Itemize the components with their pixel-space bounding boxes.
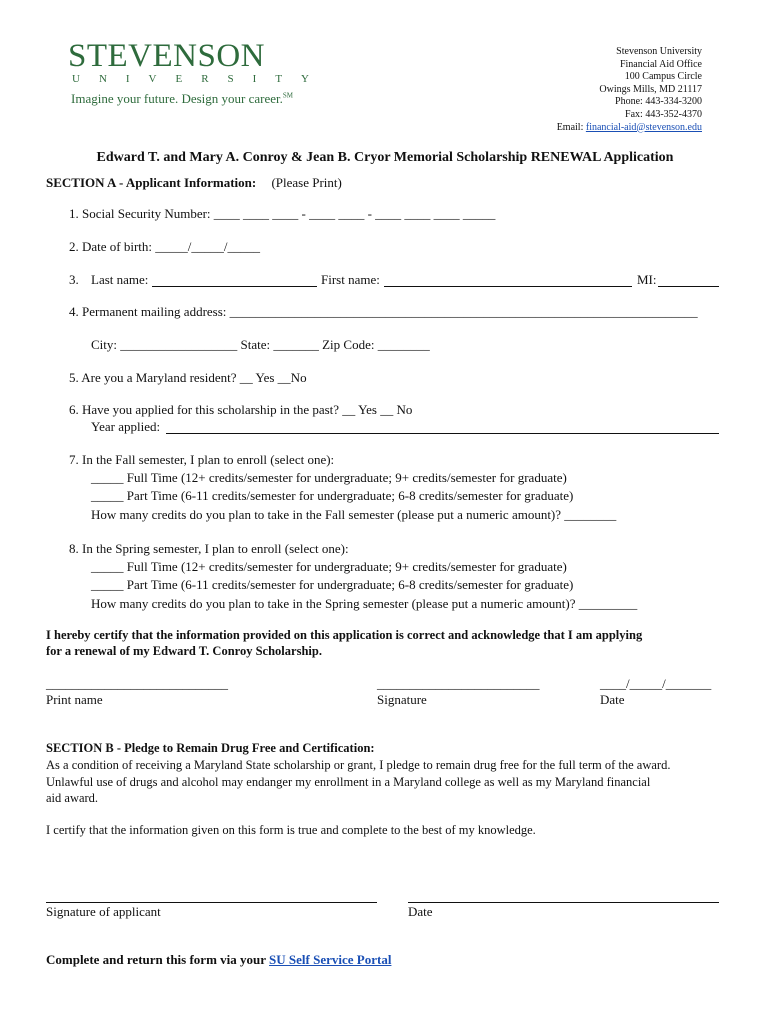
address-email-row xyxy=(557,122,702,135)
logo-tagline xyxy=(71,91,293,107)
certification-line-1: I hereby certify that the information provided on this application is correct and acknowledge that I am applying xyxy=(46,628,643,642)
last-name-label: Last name: xyxy=(91,272,149,287)
print-name-field[interactable]: ____________________________ xyxy=(46,676,228,691)
spring-credits-field[interactable]: How many credits do you plan to take in the Spring semester (please put a numeric amount)? _________ xyxy=(91,596,638,611)
mi-label: MI: xyxy=(637,272,657,287)
year-applied-field[interactable] xyxy=(166,433,719,434)
self-service-portal-link[interactable]: SU Self Service Portal xyxy=(269,952,392,967)
applicant-date-field[interactable] xyxy=(408,902,719,903)
fall-full-time-option[interactable]: _____ Full Time (12+ credits/semester for undergraduate; 9+ credits/semester for graduate) xyxy=(91,470,567,485)
logo-subtitle: UNIVERSITY xyxy=(72,73,328,85)
office-address xyxy=(557,46,702,134)
logo-wordmark: STEVENSON xyxy=(68,38,266,74)
footer-text: Complete and return this form via your xyxy=(46,952,266,967)
mi-field[interactable] xyxy=(658,286,719,287)
address-line: Stevenson University xyxy=(616,46,702,57)
email-label: Email: xyxy=(556,121,584,133)
email-link[interactable]: financial-aid@stevenson.edu xyxy=(585,121,702,133)
fall-part-time-option[interactable]: _____ Part Time (6-11 credits/semester for undergraduate; 6-8 credits/semester for graduate) xyxy=(91,488,574,503)
address-line: 100 Campus Circle xyxy=(624,71,702,83)
city-state-zip-field[interactable]: City: __________________ State: _______ Zip Code: ________ xyxy=(91,337,430,352)
section-b-heading: SECTION B - Pledge to Remain Drug Free and Certification: xyxy=(46,741,375,755)
signature-label: Signature xyxy=(377,692,427,707)
certification-line-2: for a renewal of my Edward T. Conroy Scholarship. xyxy=(46,644,322,658)
spring-enroll-question: 8. In the Spring semester, I plan to enroll (select one): xyxy=(69,541,349,556)
signature-field[interactable]: _________________________ xyxy=(377,676,540,691)
applicant-date-label: Date xyxy=(408,904,433,919)
year-applied-label: Year applied: xyxy=(91,419,161,434)
mailing-address-field[interactable]: 4. Permanent mailing address: ________________________________________________________________________ xyxy=(69,304,698,319)
address-line: Financial Aid Office xyxy=(619,58,702,70)
fall-enroll-question: 7. In the Fall semester, I plan to enroll (select one): xyxy=(69,452,335,467)
dob-field[interactable]: 2. Date of birth: _____/_____/_____ xyxy=(69,239,261,254)
section-a-note: (Please Print) xyxy=(271,175,342,190)
date-field[interactable]: ____/_____/_______ xyxy=(600,676,712,691)
address-line: Owings Mills, MD 21117 xyxy=(599,83,702,95)
section-a-heading: SECTION A - Applicant Information: xyxy=(46,175,257,190)
applied-before-question[interactable]: 6. Have you applied for this scholarship in the past? __ Yes __ No xyxy=(69,402,413,417)
address-fax: Fax: 443-352-4370 xyxy=(625,108,702,120)
last-name-field[interactable] xyxy=(152,286,317,287)
service-mark: SM xyxy=(282,91,294,100)
date-label: Date xyxy=(600,692,625,707)
pledge-line-2: Unlawful use of drugs and alcohol may endanger my enrollment in a Maryland college as well as my Maryland financial xyxy=(46,775,651,789)
spring-part-time-option[interactable]: _____ Part Time (6-11 credits/semester for undergraduate; 6-8 credits/semester for graduate) xyxy=(91,577,574,592)
logo-tagline-text: Imagine your future. Design your career. xyxy=(71,91,283,106)
section-a-heading-row xyxy=(46,175,342,191)
footer-instruction xyxy=(46,952,391,968)
address-phone: Phone: 443-334-3200 xyxy=(615,96,702,108)
applicant-signature-label: Signature of applicant xyxy=(46,904,161,919)
certify-statement: I certify that the information given on this form is true and complete to the best of my knowledge. xyxy=(46,823,536,837)
pledge-line-1: As a condition of receiving a Maryland State scholarship or grant, I pledge to remain drug free for the full term of the award. xyxy=(46,758,671,772)
ssn-field[interactable]: 1. Social Security Number: ____ ____ ____ - ____ ____ - ____ ____ ____ _____ xyxy=(69,206,496,221)
first-name-field[interactable] xyxy=(384,286,632,287)
maryland-resident-question[interactable]: 5. Are you a Maryland resident? __ Yes __No xyxy=(69,370,307,385)
form-title: Edward T. and Mary A. Conroy & Jean B. Cryor Memorial Scholarship RENEWAL Application xyxy=(96,150,674,165)
applicant-signature-field[interactable] xyxy=(46,902,377,903)
spring-full-time-option[interactable]: _____ Full Time (12+ credits/semester for undergraduate; 9+ credits/semester for graduate) xyxy=(91,559,567,574)
pledge-line-3: aid award. xyxy=(46,791,99,805)
first-name-label: First name: xyxy=(321,272,380,287)
fall-credits-field[interactable]: How many credits do you plan to take in the Fall semester (please put a numeric amount)? ________ xyxy=(91,507,617,522)
q3-number: 3. xyxy=(69,272,79,287)
print-name-label: Print name xyxy=(46,692,103,707)
